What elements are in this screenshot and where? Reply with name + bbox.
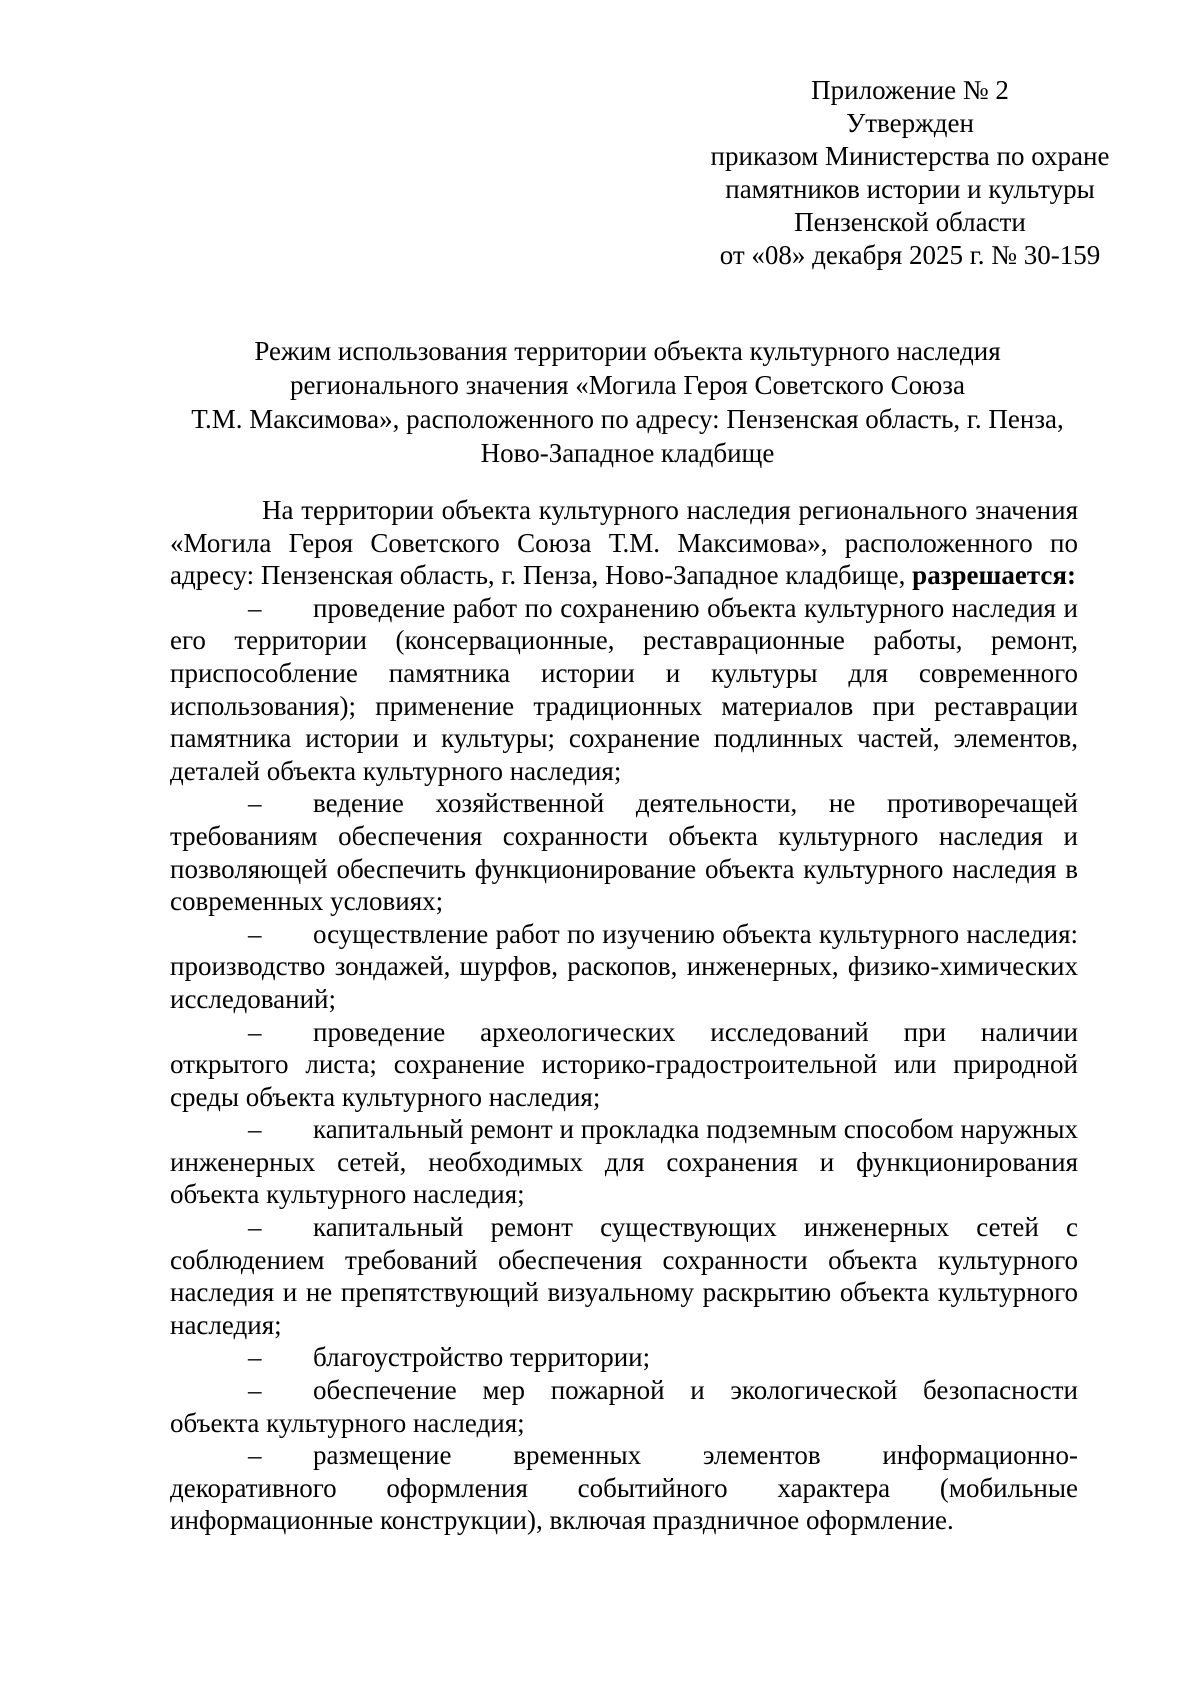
list-item: [170, 592, 1078, 788]
list-item: [170, 1439, 1078, 1537]
list-item-text: ведение хозяйственной деятельности, не противоречащей требованиям обеспечения сохранности объекта культурного наследия и позволяющей обеспечить функционирование объекта культурного наследия в современных условиях;: [170, 788, 1078, 917]
approval-region-line: Пензенской области: [794, 207, 1026, 237]
title-line-1: Режим использования территории объекта культурного наследия: [254, 336, 1001, 366]
list-item-text: капитальный ремонт и прокладка подземным способом наружных инженерных сетей, необходимых для сохранения и функционирования объекта культурного наследия;: [170, 1114, 1078, 1210]
approval-order-line: приказом Министерства по охране: [710, 141, 1110, 171]
list-item-text: проведение работ по сохранению объекта культурного наследия и его территории (консервационные, реставрационные работы, ремонт, приспособление памятника истории и культуры для современного использования); применение традиционных материалов при реставрации памятника истории и культуры; сохранение подлинных частей, элементов, деталей объекта культурного наследия;: [170, 592, 1078, 786]
dash-marker: –: [248, 1114, 262, 1145]
title-line-2: регионального значения «Могила Героя Советского Союза: [290, 370, 965, 400]
list-item-text: размещение временных элементов информационно-декоративного оформления событийного характера (мобильные информационные конструкции), включая праздничное оформление.: [170, 1440, 1078, 1536]
approval-approved-label: Утвержден: [846, 108, 974, 138]
dash-marker: –: [248, 592, 262, 623]
intro-emphasis: разрешается:: [912, 560, 1076, 591]
list-item-text: осуществление работ по изучению объекта культурного наследия: производство зондажей, шурфов, раскопов, инженерных, физико-химических исследований;: [170, 918, 1078, 1014]
list-item: [170, 1374, 1078, 1439]
list-item: [170, 918, 1078, 1016]
list-item: [170, 1341, 1078, 1374]
intro-text: На территории объекта культурного наследия регионального значения «Могила Героя Советского Союза Т.М. Максимова», расположенного по адресу: Пензенская область, г. Пенза, Ново-Западное кладбище,: [170, 495, 1078, 591]
approval-appendix-number: Приложение № 2: [811, 75, 1009, 105]
title-line-4: Ново-Западное кладбище: [480, 438, 775, 468]
document-body: [170, 494, 1078, 1537]
approval-block: [700, 74, 1120, 272]
list-item-text: благоустройство территории;: [313, 1342, 651, 1373]
dash-marker: –: [248, 1016, 262, 1047]
list-item-text: проведение археологических исследований при наличии открытого листа; сохранение историко-градостроительной или природной среды объекта культурного наследия;: [170, 1016, 1078, 1112]
list-item-text: капитальный ремонт существующих инженерных сетей с соблюдением требований обеспечения сохранности объекта культурного наследия и не препятствующий визуальному раскрытию объекта культурного наследия;: [170, 1212, 1078, 1340]
title-line-3: Т.М. Максимова», расположенного по адресу: Пензенская область, г. Пенза,: [191, 404, 1064, 434]
dash-marker: –: [248, 918, 262, 949]
document-title: [160, 334, 1095, 470]
approval-ministry-line: памятников истории и культуры: [725, 174, 1095, 204]
intro-paragraph: [170, 494, 1078, 592]
list-item: [170, 1113, 1078, 1211]
dash-marker: –: [248, 1212, 262, 1243]
list-item: [170, 1016, 1078, 1114]
list-item-text: обеспечение мер пожарной и экологической безопасности объекта культурного наследия;: [170, 1375, 1078, 1438]
dash-marker: –: [248, 1440, 262, 1471]
dash-marker: –: [248, 1375, 262, 1406]
dash-marker: –: [248, 788, 262, 819]
dash-marker: –: [248, 1342, 262, 1373]
permitted-activities-list: [170, 592, 1078, 1537]
approval-date-number: от «08» декабря 2025 г. № 30-159: [719, 240, 1101, 270]
list-item: [170, 1211, 1078, 1341]
list-item: [170, 787, 1078, 917]
